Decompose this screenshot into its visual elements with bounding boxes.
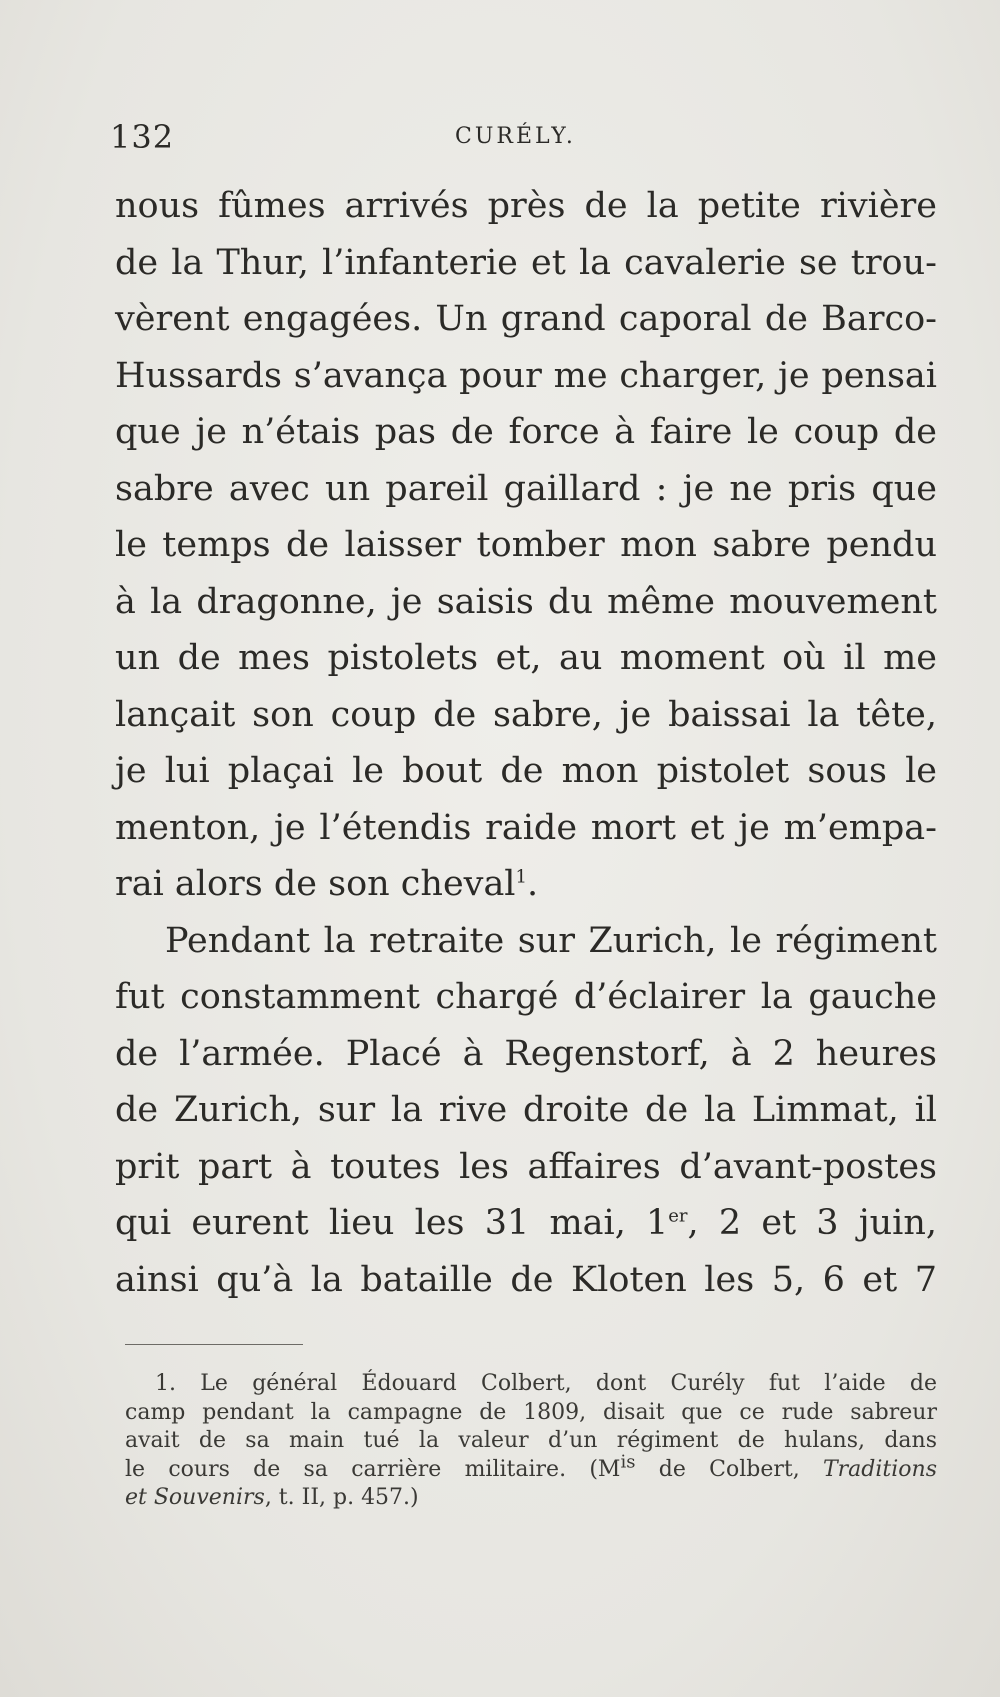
footnote-line: avait de sa main tué la valeur d’un régiment de hulans, dans [125,1428,937,1453]
text-fragment: . [526,864,539,904]
book-title: Traditions [822,1456,937,1482]
superscript: er [668,1205,688,1227]
text-line: ainsi qu’à la bataille de Kloten les 5, 6 et 7 [115,1259,937,1300]
footnote [125,1370,937,1513]
footnote-line [125,1484,937,1513]
text-fragment: de Colbert, [635,1456,823,1482]
text-line: Hussards s’avança pour me charger, je pensai [115,355,937,396]
running-title: CURÉLY. [455,124,576,149]
text-fragment: qui eurent lieu les 31 mai, 1 [115,1203,669,1243]
text-line: vèrent engagées. Un grand caporal de Barco- [115,299,937,339]
footnote-line: camp pendant la campagne de 1809, disait que ce rude sabreur [125,1399,937,1425]
text-line: le temps de laisser tomber mon sabre pendu [115,525,937,565]
text-line [115,1195,937,1252]
footnote-line [125,1451,937,1485]
main-text [115,178,937,1308]
book-title: et Souvenirs [125,1485,265,1510]
text-fragment: , t. II, p. 457.) [264,1485,419,1510]
text-line: nous fûmes arrivés près de la petite rivière [115,186,937,226]
text-fragment: le cours de sa carrière militaire. (M [125,1456,621,1482]
text-line: un de mes pistolets et, au moment où il me [115,638,937,678]
text-line: sabre avec un pareil gaillard : je ne pris que [115,468,937,509]
text-line: de l’armée. Placé à Regenstorf, à 2 heures [115,1033,937,1074]
text-line: prit part à toutes les affaires d’avant-postes [115,1146,937,1187]
superscript: is [620,1451,636,1473]
text-line: à la dragonne, je saisis du même mouvement [115,581,937,622]
text-line: menton, je l’étendis raide mort et je m’empa- [115,807,937,848]
text-fragment: , 2 et 3 juin, [687,1203,937,1243]
text-line: Pendant la retraite sur Zurich, le régiment [165,920,937,961]
text-line: que je n’étais pas de force à faire le coup de [115,412,937,452]
text-line: lançait son coup de sabre, je baissai la tête, [115,694,937,735]
text-line [115,856,937,913]
page-number: 132 [110,118,175,156]
footnote-divider [125,1344,303,1345]
text-line: fut constamment chargé d’éclairer la gauche [115,977,937,1017]
footnote-line: 1. Le général Édouard Colbert, dont Curély fut l’aide de [155,1371,937,1396]
text-line: de la Thur, l’infanterie et la cavalerie se trou- [115,242,937,283]
text-line: je lui plaçai le bout de mon pistolet sous le [115,751,937,791]
text-line: de Zurich, sur la rive droite de la Limmat, il [115,1090,937,1130]
footnote-marker: 1 [515,866,527,888]
text-fragment: rai alors de son cheval [115,864,516,904]
page-header [110,118,870,168]
